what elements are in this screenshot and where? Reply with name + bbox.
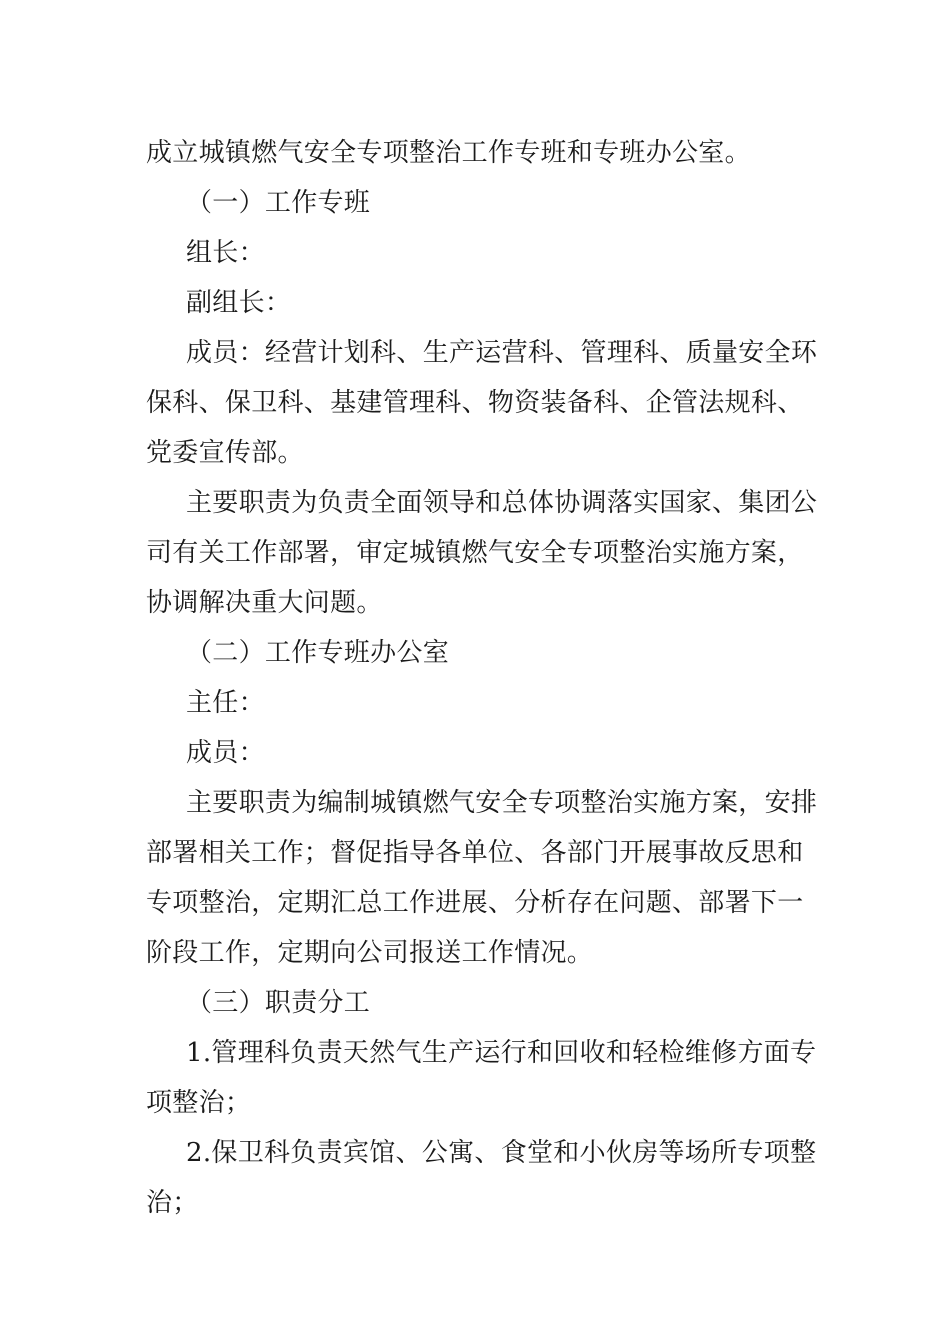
paragraph-line: 专项整治，定期汇总工作进展、分析存在问题、部署下一 [146, 888, 804, 918]
duty-item-1: 1.管理科负责天然气生产运行和回收和轻检维修方面专 [186, 1038, 817, 1068]
responsibility-line: 主要职责为编制城镇燃气安全专项整治实施方案，安排 [186, 788, 818, 818]
section-heading-2: （二）工作专班办公室 [186, 638, 450, 668]
director-line: 主任： [186, 688, 265, 718]
paragraph-line: 项整治； [146, 1088, 252, 1118]
paragraph-line: 保科、保卫科、基建管理科、物资装备科、企管法规科、 [146, 388, 804, 418]
paragraph-line: 党委宣传部。 [146, 438, 304, 468]
document-body [146, 128, 818, 1228]
group-leader-line: 组长： [186, 238, 265, 268]
paragraph-line: 部署相关工作；督促指导各单位、各部门开展事故反思和 [146, 838, 804, 868]
duty-item-2: 2.保卫科负责宾馆、公寓、食堂和小伙房等场所专项整 [186, 1138, 817, 1168]
paragraph-line: 司有关工作部署，审定城镇燃气安全专项整治实施方案， [146, 538, 804, 568]
members-line: 成员：经营计划科、生产运营科、管理科、质量安全环 [186, 338, 818, 368]
section-heading-3: （三）职责分工 [186, 988, 371, 1018]
deputy-leader-line: 副组长： [186, 288, 292, 318]
paragraph-line: 阶段工作，定期向公司报送工作情况。 [146, 938, 594, 968]
paragraph-line: 成立城镇燃气安全专项整治工作专班和专班办公室。 [146, 138, 751, 168]
responsibility-line: 主要职责为负责全面领导和总体协调落实国家、集团公 [186, 488, 818, 518]
section-heading-1: （一）工作专班 [186, 188, 371, 218]
office-members-line: 成员： [186, 738, 265, 768]
paragraph-line: 协调解决重大问题。 [146, 588, 383, 618]
paragraph-line: 治； [146, 1188, 199, 1218]
